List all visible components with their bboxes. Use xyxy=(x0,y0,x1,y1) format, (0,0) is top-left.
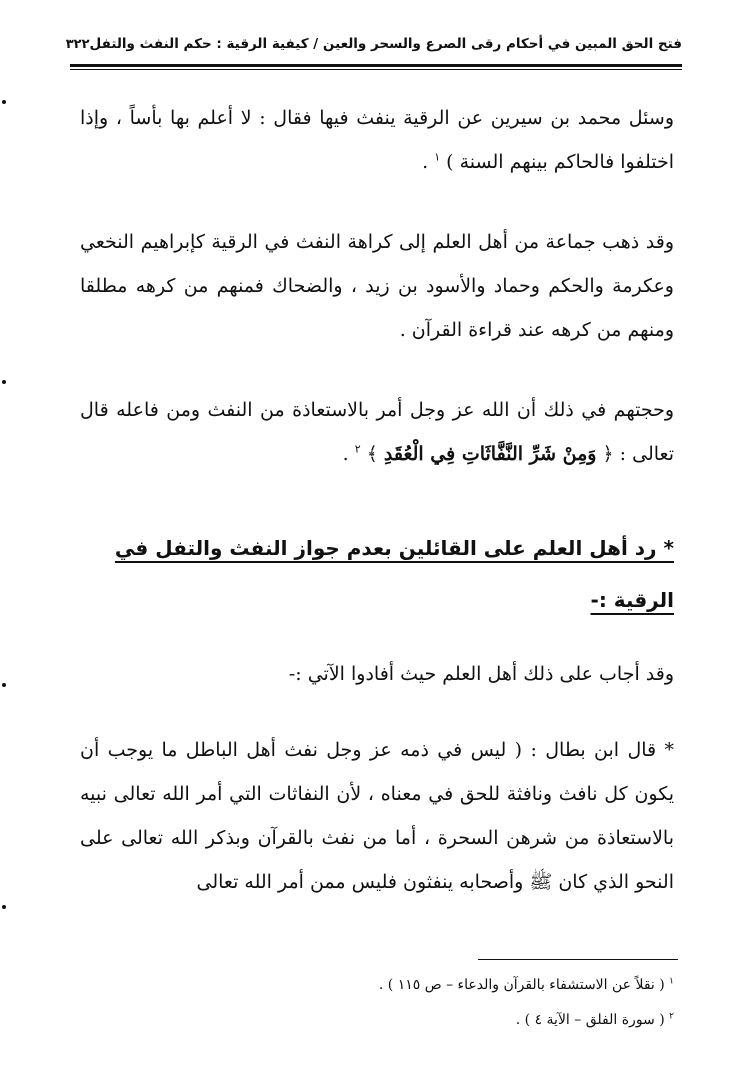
footnote-ref-1: ١ xyxy=(434,150,441,164)
paragraph-their-evidence: وحجتهم في ذلك أن الله عز وجل أمر بالاستعاذة من النفث ومن فاعله قال تعالى : ﴿ وَمِنْ شَرِّ النَّفَّاثَاتِ فِي الْعُقَدِ ﴾ $^٢$ . xyxy=(80,399,674,465)
scan-margin-mark xyxy=(2,380,6,384)
paragraph-scholars-disliked: وقد ذهب جماعة من أهل العلم إلى كراهة النفث في الرقية كإبراهيم النخعي وعكرمة والحكم وحماد والأسود بن زيد ، والضحاك فمنهم من كرهه مطلقا ومنهم من كرهه عند قراءة القرآن . xyxy=(80,231,674,341)
quote-ibn-battal: * قال ابن بطال : ( ليس في ذمه عز وجل نفث أهل الباطل ما يوجب أن يكون كل نافث ونافثة للحق في معناه ، لأن النفاثات التي أمر الله تعالى نبيه بالاستعاذة من شرهن السحرة ، أما من نفث بالقرآن وبذكر الله تعالى على النحو الذي كان ﷺ وأصحابه ينفثون فليس ممن أمر الله تعالى xyxy=(80,739,674,893)
page-number: ٣٢٢ xyxy=(65,36,90,52)
paragraph-ibn-sirin: وسئل محمد بن سيرين عن الرقية ينفث فيها فقال : لا أعلم بها بأساً ، وإذا اختلفوا فالحاكم بينهم السنة ) $^١$ . xyxy=(80,107,674,173)
header-rule-thick xyxy=(70,64,682,67)
quran-verse: وَمِنْ شَرِّ النَّفَّاثَاتِ فِي الْعُقَدِ xyxy=(383,443,597,465)
scan-margin-mark xyxy=(2,100,6,104)
footnote-ref-2: ٢ xyxy=(354,442,361,456)
intro-line: وقد أجاب على ذلك أهل العلم حيث أفادوا الآتي :- xyxy=(288,663,674,685)
scan-margin-mark xyxy=(2,905,6,909)
section-heading: * رد أهل العلم على القائلين بعدم جواز النفث والتفل في الرقية :- xyxy=(114,536,674,612)
scan-margin-mark xyxy=(2,683,6,687)
footnote-1: $^١$ ( نقلاً عن الاستشفاء بالقرآن والدعاء – ص ١١٥ ) . xyxy=(378,976,674,993)
footnote-2: $^٢$ ( سورة الفلق – الآية ٤ ) . xyxy=(515,1011,674,1028)
footnote-separator xyxy=(478,959,678,960)
page-header xyxy=(65,26,682,62)
running-title: فتح الحق المبين في أحكام رقى الصرع والسحر والعين / كيفية الرقية : حكم النفث والتفل xyxy=(89,36,682,52)
header-rule-thin xyxy=(70,69,682,70)
